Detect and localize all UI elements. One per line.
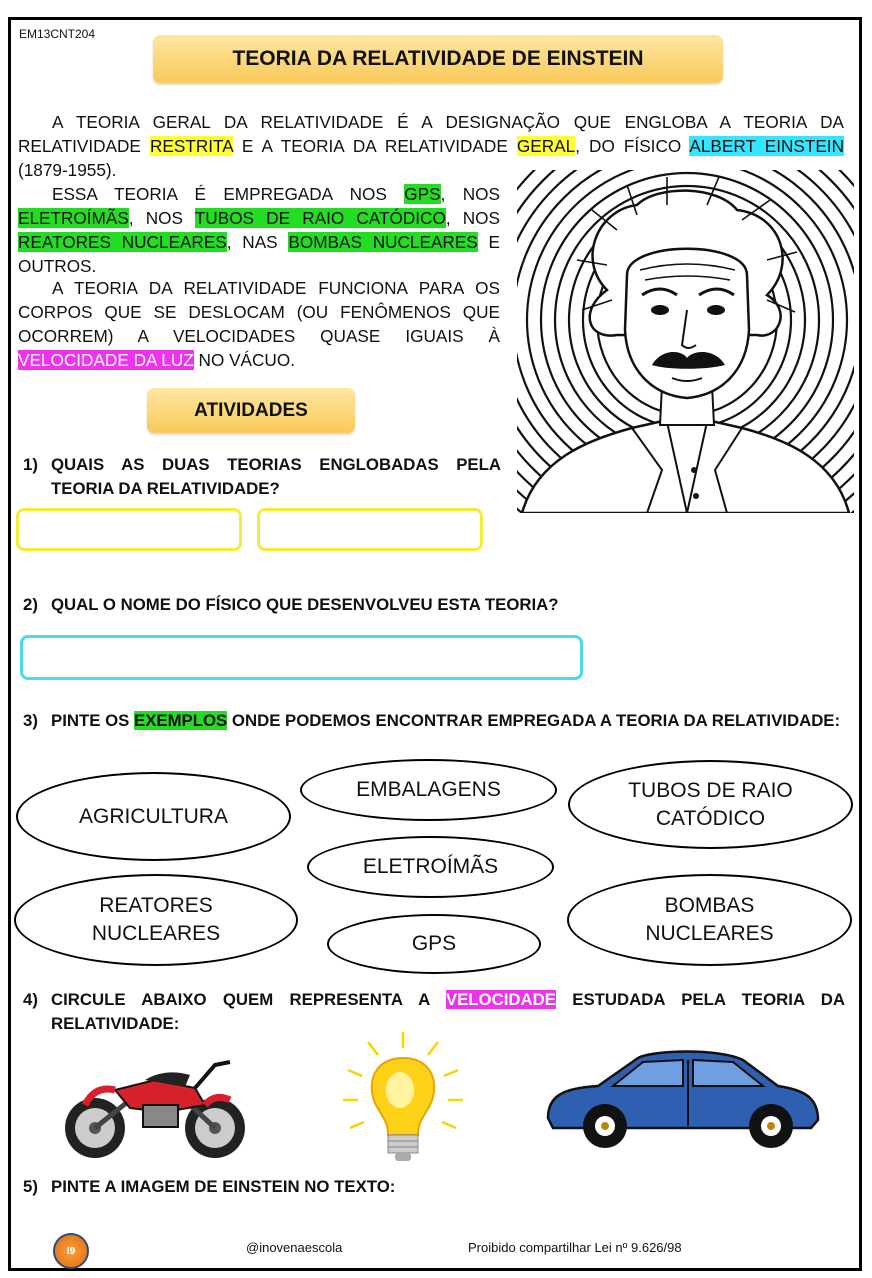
question-1: 1) QUAIS AS DUAS TEORIAS ENGLOBADAS PELA TEORIA DA RELATIVIDADE? bbox=[23, 455, 501, 498]
option-reatores[interactable]: REATORES NUCLEARES bbox=[14, 874, 298, 966]
question-2: 2) QUAL O NOME DO FÍSICO QUE DESENVOLVEU ESTA TEORIA? bbox=[23, 595, 559, 614]
lightbulb-icon[interactable] bbox=[338, 1030, 468, 1165]
car-icon[interactable] bbox=[543, 1048, 821, 1151]
option-tubos[interactable]: TUBOS DE RAIO CATÓDICO bbox=[568, 760, 853, 849]
page-title bbox=[153, 35, 723, 83]
curriculum-code: EM13CNT204 bbox=[19, 27, 96, 41]
question-5: 5) PINTE A IMAGEM DE EINSTEIN NO TEXTO: bbox=[23, 1177, 396, 1196]
footer-handle: @inovenaescola bbox=[246, 1240, 343, 1255]
highlight-velocidade: VELOCIDADE bbox=[445, 990, 556, 1009]
einstein-portrait bbox=[517, 170, 854, 513]
highlight-bombas: BOMBAS NUCLEARES bbox=[288, 232, 478, 252]
highlight-tubos: TUBOS DE RAIO CATÓDICO bbox=[194, 208, 446, 228]
question-3: 3) PINTE OS EXEMPLOS ONDE PODEMOS ENCONTRAR EMPREGADA A TEORIA DA RELATIVIDADE: bbox=[23, 711, 841, 730]
answer-box-1b[interactable] bbox=[257, 508, 483, 551]
option-bombas[interactable]: BOMBAS NUCLEARES bbox=[567, 874, 852, 966]
brand-logo: I9 bbox=[53, 1233, 89, 1269]
highlight-albert-einstein: ALBERT EINSTEIN bbox=[689, 136, 844, 156]
motorcycle-icon[interactable] bbox=[55, 1050, 255, 1162]
highlight-geral: GERAL bbox=[516, 136, 576, 156]
paragraph-speed: A TEORIA DA RELATIVIDADE FUNCIONA PARA OS CORPOS QUE SE DESLOCAM (OU FENÔMENOS QUE OCORREM) A VELOCIDADES QUASE IGUAIS À VELOCIDADE DA LUZ NO VÁCUO. bbox=[18, 278, 500, 370]
activities-banner bbox=[147, 388, 355, 433]
answer-box-1a[interactable] bbox=[16, 508, 242, 551]
highlight-velocidade-luz: VELOCIDADE DA LUZ bbox=[18, 350, 194, 370]
option-gps[interactable]: GPS bbox=[327, 914, 541, 974]
option-agricultura[interactable]: AGRICULTURA bbox=[16, 772, 291, 861]
highlight-reatores: REATORES NUCLEARES bbox=[18, 232, 227, 252]
highlight-restrita: RESTRITA bbox=[149, 136, 233, 156]
footer-copyright-notice: Proibido compartilhar Lei nº 9.626/98 bbox=[468, 1240, 682, 1255]
highlight-exemplos: EXEMPLOS bbox=[134, 711, 228, 730]
page-title-text: TEORIA DA RELATIVIDADE DE EINSTEIN bbox=[232, 47, 644, 70]
paragraph-applications: ESSA TEORIA É EMPREGADA NOS GPS, NOS ELETROÍMÃS, NOS TUBOS DE RAIO CATÓDICO, NOS REATORES NUCLEARES, NAS BOMBAS NUCLEARES E OUTROS. bbox=[18, 184, 500, 276]
option-eletroimas[interactable]: ELETROÍMÃS bbox=[307, 836, 554, 898]
paragraph-intro: A TEORIA GERAL DA RELATIVIDADE É A DESIGNAÇÃO QUE ENGLOBA A TEORIA DA RELATIVIDADE RESTRITA E A TEORIA DA RELATIVIDADE GERAL, DO FÍSICO ALBERT EINSTEIN (1879-1955). bbox=[18, 112, 844, 180]
highlight-eletroimas: ELETROÍMÃS bbox=[18, 208, 129, 228]
answer-box-2[interactable] bbox=[20, 635, 583, 680]
option-embalagens[interactable]: EMBALAGENS bbox=[300, 759, 557, 821]
activities-title: ATIVIDADES bbox=[194, 399, 308, 421]
question-4: 4) CIRCULE ABAIXO QUEM REPRESENTA A VELOCIDADE ESTUDADA PELA TEORIA DA RELATIVIDADE: bbox=[23, 990, 845, 1033]
highlight-gps: GPS bbox=[404, 184, 441, 204]
